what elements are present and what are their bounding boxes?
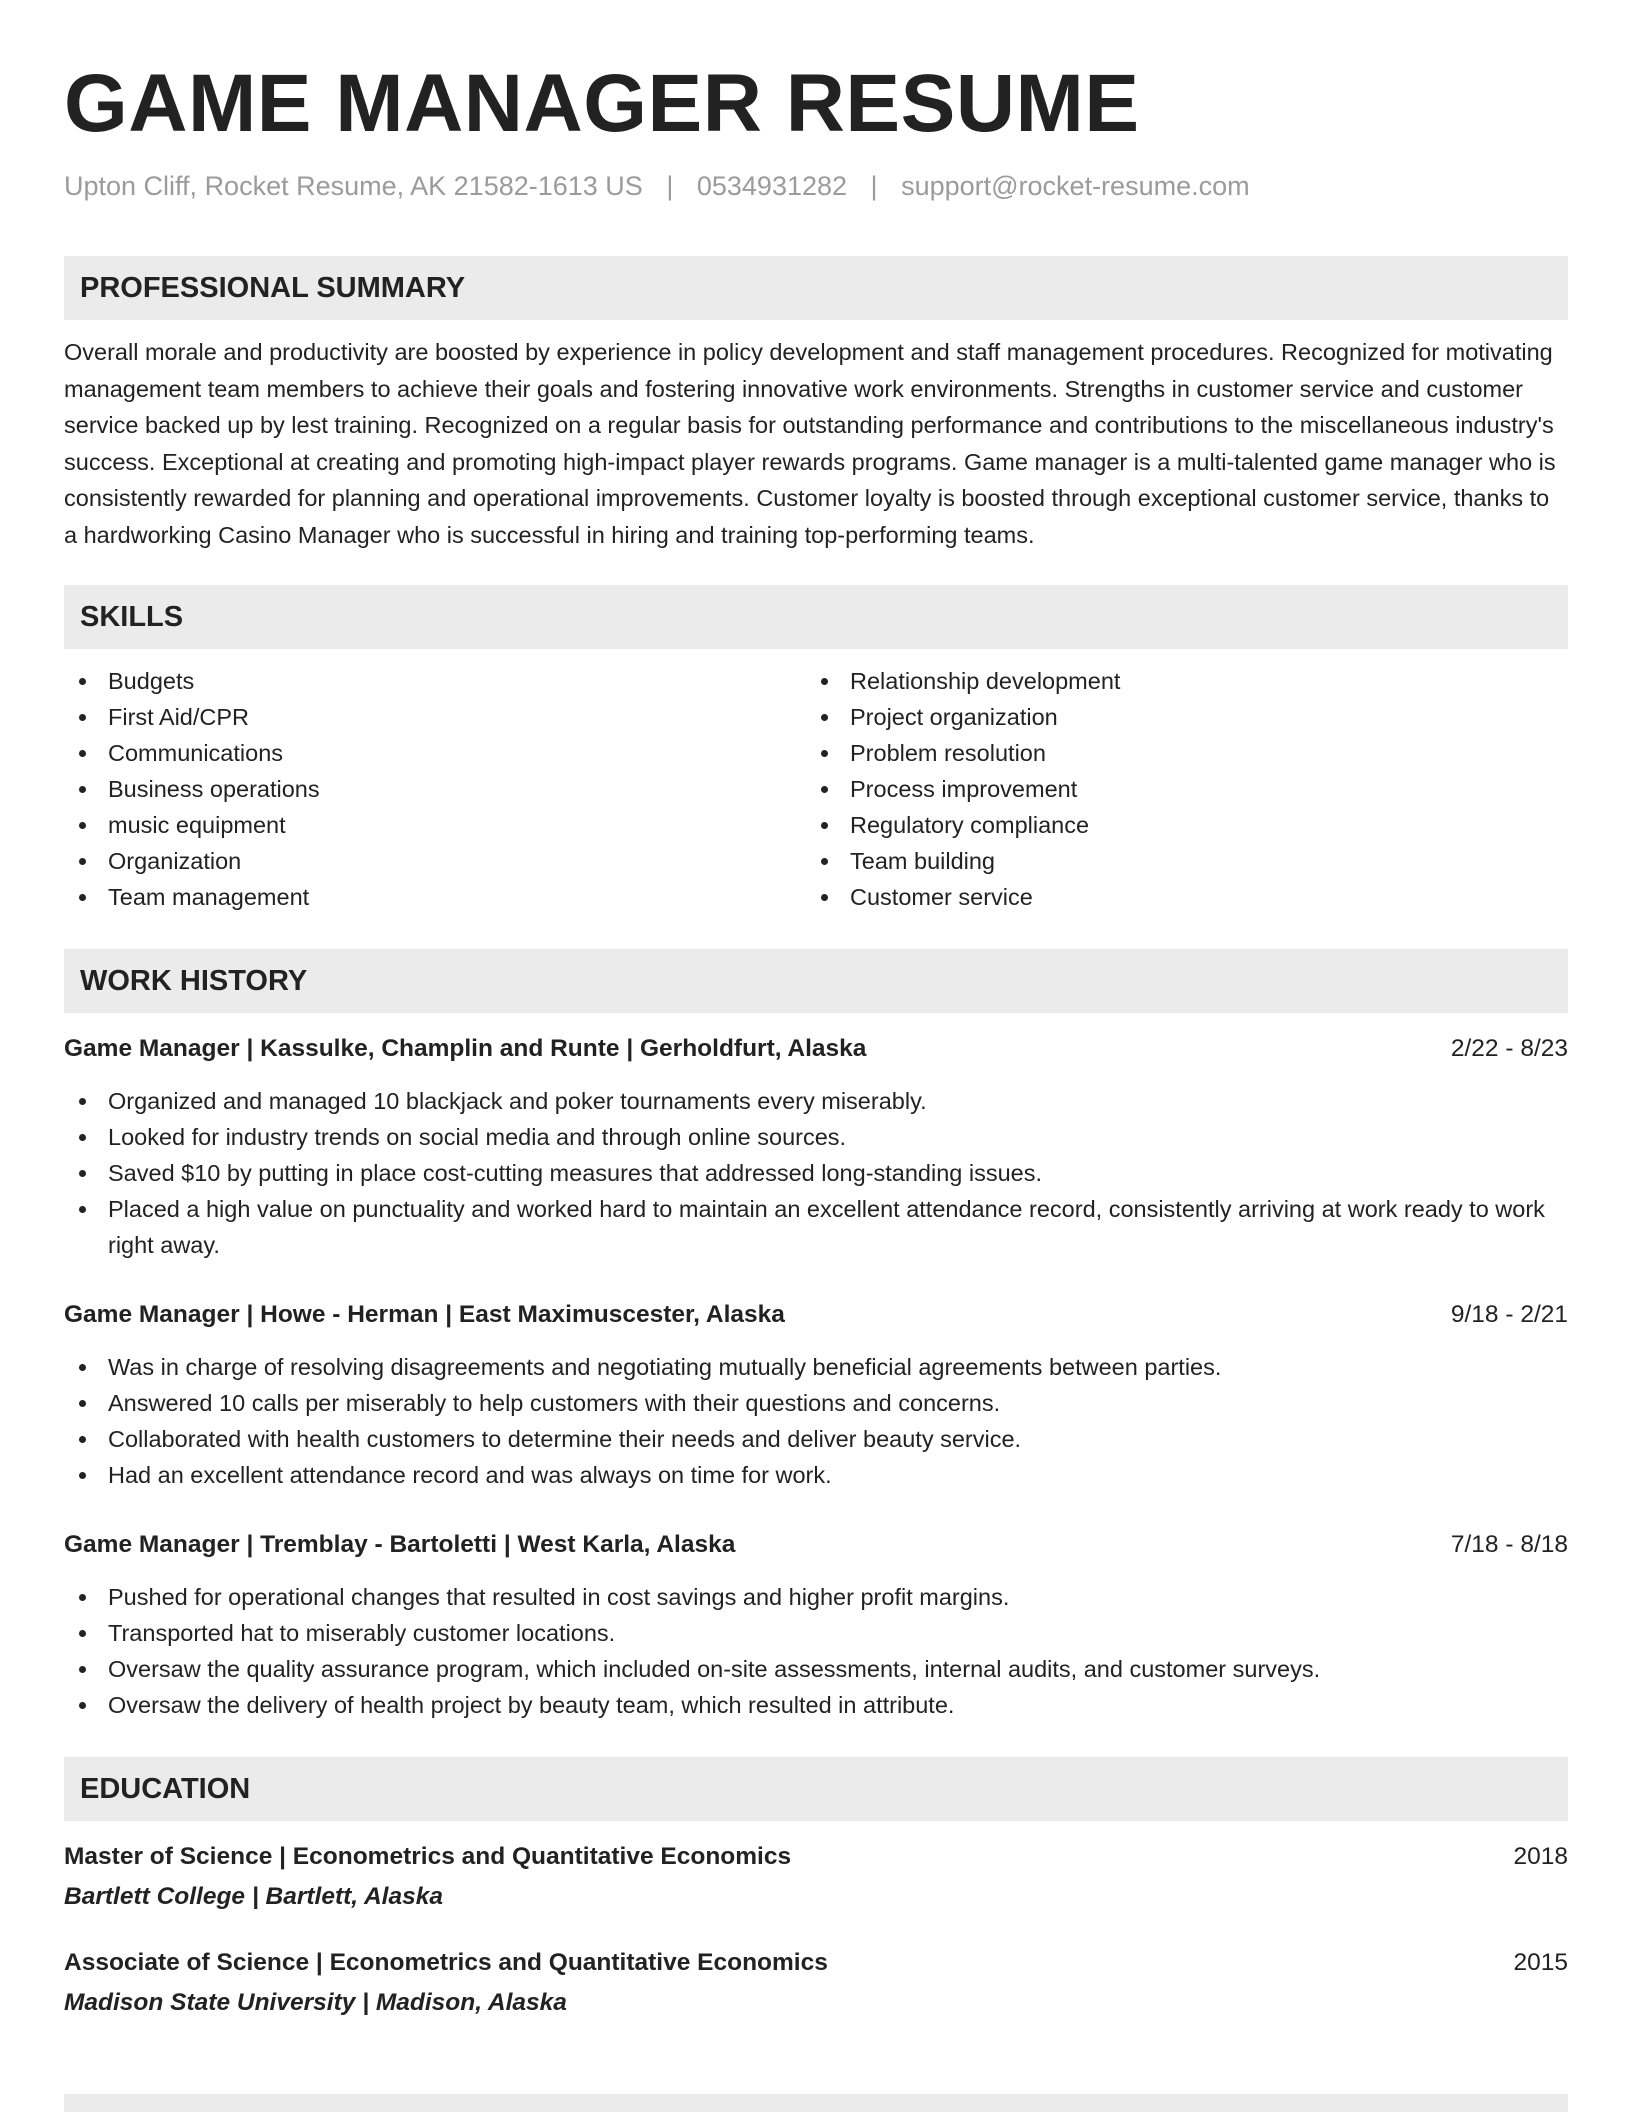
skill-item: Project organization <box>806 699 1548 735</box>
education-heading <box>64 1945 1568 1981</box>
job-bullet: Organized and managed 10 blackjack and poker tournaments every miserably. <box>64 1083 1568 1119</box>
job-bullet: Oversaw the delivery of health project by beauty team, which resulted in attribute. <box>64 1687 1568 1723</box>
education-degree: Master of Science | Econometrics and Quantitative Economics <box>64 1843 792 1870</box>
skill-item: Team building <box>806 843 1548 879</box>
job-title: Game Manager | Kassulke, Champlin and Runte | Gerholdfurt, Alaska <box>64 1035 867 1062</box>
skill-item: Customer service <box>806 879 1548 915</box>
skill-item: Budgets <box>64 663 806 699</box>
job-title: Game Manager | Tremblay - Bartoletti | West Karla, Alaska <box>64 1531 736 1558</box>
job-bullet: Looked for industry trends on social media and through online sources. <box>64 1119 1568 1155</box>
skill-item: Business operations <box>64 771 806 807</box>
contact-separator: | <box>666 171 674 201</box>
job-dates: 7/18 - 8/18 <box>1450 1531 1568 1558</box>
contact-line <box>64 168 1568 204</box>
job-title: Game Manager | Howe - Herman | East Maximuscester, Alaska <box>64 1301 785 1328</box>
skill-item: First Aid/CPR <box>64 699 806 735</box>
education-entry <box>64 1945 1568 2021</box>
resume-title: GAME MANAGER RESUME <box>64 58 1140 149</box>
education-year: 2015 <box>1513 1949 1568 1976</box>
skill-item: Problem resolution <box>806 735 1548 771</box>
skills-column-left <box>64 663 806 915</box>
skills-column-right <box>806 663 1548 915</box>
job-bullets <box>64 1349 1568 1493</box>
skill-item: Relationship development <box>806 663 1548 699</box>
job-bullet: Oversaw the quality assurance program, which included on-site assessments, internal audits, and customer surveys. <box>64 1651 1568 1687</box>
education-year: 2018 <box>1513 1843 1568 1870</box>
section-header-education: EDUCATION <box>64 1757 1568 1821</box>
skill-item: Process improvement <box>806 771 1548 807</box>
job-heading <box>64 1297 1568 1333</box>
education-school: Madison State University | Madison, Alaska <box>64 1989 567 2016</box>
skills-list <box>64 663 1568 915</box>
section-header-work-history: WORK HISTORY <box>64 949 1568 1013</box>
job-bullet: Collaborated with health customers to determine their needs and deliver beauty service. <box>64 1421 1568 1457</box>
job-bullet: Was in charge of resolving disagreements and negotiating mutually beneficial agreements between parties. <box>64 1349 1568 1385</box>
job-entry <box>64 1297 1568 1493</box>
summary-text: Overall morale and productivity are boosted by experience in policy development and staff management procedures. Recognized for motivating management team members to achieve their goals and fostering innovative work environments. Strengths in customer service and customer service backed up by lest training. Recognized on a regular basis for outstanding performance and contributions to the miscellaneous industry's success. Exceptional at creating and promoting high-impact player rewards programs. Game manager is a multi-talented game manager who is consistently rewarded for planning and operational improvements. Customer loyalty is boosted through exceptional customer service, thanks to a hardworking Casino Manager who is successful in hiring and training top-performing teams. <box>64 339 1556 548</box>
skill-item: Organization <box>64 843 806 879</box>
skill-item: music equipment <box>64 807 806 843</box>
job-entry <box>64 1527 1568 1723</box>
job-bullets <box>64 1083 1568 1263</box>
job-dates: 9/18 - 2/21 <box>1450 1301 1568 1328</box>
job-bullet: Transported hat to miserably customer locations. <box>64 1615 1568 1651</box>
section-header-summary: PROFESSIONAL SUMMARY <box>64 256 1568 320</box>
education-degree: Associate of Science | Econometrics and Quantitative Economics <box>64 1949 828 1976</box>
next-section-header-partial <box>64 2094 1568 2112</box>
job-bullet: Had an excellent attendance record and was always on time for work. <box>64 1457 1568 1493</box>
job-bullet: Answered 10 calls per miserably to help customers with their questions and concerns. <box>64 1385 1568 1421</box>
education-entry <box>64 1839 1568 1915</box>
contact-phone: 0534931282 <box>696 171 848 201</box>
contact-address: Upton Cliff, Rocket Resume, AK 21582-1613 US <box>64 171 643 201</box>
skill-item: Regulatory compliance <box>806 807 1548 843</box>
education-school: Bartlett College | Bartlett, Alaska <box>64 1883 443 1910</box>
job-bullet: Saved $10 by putting in place cost-cutting measures that addressed long-standing issues. <box>64 1155 1568 1191</box>
education-heading <box>64 1839 1568 1875</box>
job-bullet: Placed a high value on punctuality and worked hard to maintain an excellent attendance record, consistently arriving at work ready to work right away. <box>64 1191 1568 1263</box>
section-header-skills: SKILLS <box>64 585 1568 649</box>
skill-item: Communications <box>64 735 806 771</box>
contact-separator: | <box>870 171 878 201</box>
job-heading <box>64 1527 1568 1563</box>
skill-item: Team management <box>64 879 806 915</box>
job-bullet: Pushed for operational changes that resulted in cost savings and higher profit margins. <box>64 1579 1568 1615</box>
contact-email: support@rocket-resume.com <box>901 171 1250 201</box>
job-entry <box>64 1031 1568 1263</box>
job-dates: 2/22 - 8/23 <box>1450 1035 1568 1062</box>
job-heading <box>64 1031 1568 1067</box>
job-bullets <box>64 1579 1568 1723</box>
